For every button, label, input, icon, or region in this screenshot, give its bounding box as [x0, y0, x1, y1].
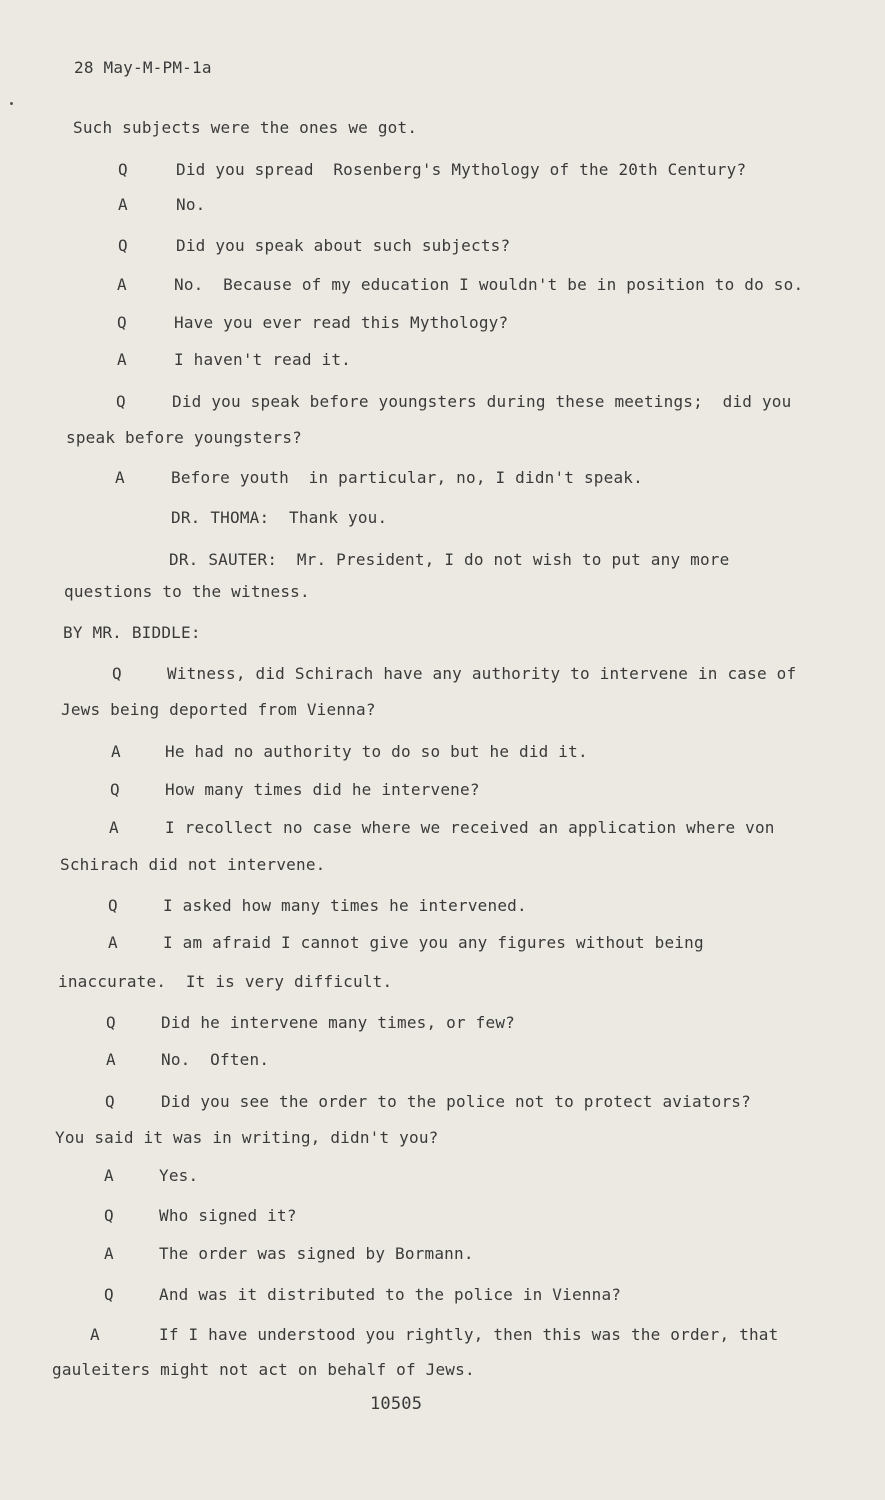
line-text: speak before youngsters?: [66, 428, 302, 447]
answer-label: A: [108, 933, 118, 952]
answer-label: A: [104, 1244, 114, 1263]
line-text: Jews being deported from Vienna?: [61, 700, 376, 719]
question-label: Q: [110, 780, 120, 799]
question-label: Q: [106, 1013, 116, 1032]
line-text: Have you ever read this Mythology?: [174, 313, 509, 332]
question-label: Q: [108, 896, 118, 915]
answer-label: A: [111, 742, 121, 761]
question-label: Q: [104, 1206, 114, 1225]
line-text: BY MR. BIDDLE:: [63, 623, 201, 642]
line-text: If I have understood you rightly, then this was the order, that: [159, 1325, 779, 1344]
line-text: No. Because of my education I wouldn't be in position to do so.: [174, 275, 804, 294]
answer-label: A: [106, 1050, 116, 1069]
question-label: Q: [105, 1092, 115, 1111]
question-label: Q: [118, 160, 128, 179]
line-text: Schirach did not intervene.: [60, 855, 326, 874]
question-label: Q: [116, 392, 126, 411]
line-text: Did you see the order to the police not to protect aviators?: [161, 1092, 751, 1111]
line-text: No.: [176, 195, 206, 214]
answer-label: A: [118, 195, 128, 214]
line-text: questions to the witness.: [64, 582, 310, 601]
line-text: The order was signed by Bormann.: [159, 1244, 474, 1263]
line-text: How many times did he intervene?: [165, 780, 480, 799]
line-text: Before youth in particular, no, I didn't speak.: [171, 468, 643, 487]
line-text: Who signed it?: [159, 1206, 297, 1225]
page-number: 10505: [370, 1394, 423, 1414]
line-text: He had no authority to do so but he did it.: [165, 742, 588, 761]
line-text: I recollect no case where we received an application where von: [165, 818, 775, 837]
line-text: No. Often.: [161, 1050, 270, 1069]
answer-label: A: [109, 818, 119, 837]
line-text: Did he intervene many times, or few?: [161, 1013, 515, 1032]
answer-label: A: [115, 468, 125, 487]
answer-label: A: [104, 1166, 114, 1185]
continuation-text: Such subjects were the ones we got.: [73, 118, 418, 137]
answer-label: A: [117, 350, 127, 369]
line-text: And was it distributed to the police in Vienna?: [159, 1285, 622, 1304]
question-label: Q: [104, 1285, 114, 1304]
answer-label: A: [90, 1325, 100, 1344]
line-text: DR. THOMA: Thank you.: [171, 508, 388, 527]
answer-label: A: [117, 275, 127, 294]
line-text: inaccurate. It is very difficult.: [58, 972, 393, 991]
line-text: Did you speak before youngsters during these meetings; did you: [172, 392, 792, 411]
line-text: Witness, did Schirach have any authority to intervene in case of: [167, 664, 797, 683]
margin-mark: [10, 102, 13, 105]
question-label: Q: [118, 236, 128, 255]
line-text: I am afraid I cannot give you any figures without being: [163, 933, 704, 952]
page-header: 28 May-M-PM-1a: [74, 58, 212, 77]
line-text: I haven't read it.: [174, 350, 351, 369]
line-text: You said it was in writing, didn't you?: [55, 1128, 439, 1147]
line-text: gauleiters might not act on behalf of Jews.: [52, 1360, 475, 1379]
question-label: Q: [117, 313, 127, 332]
line-text: Did you spread Rosenberg's Mythology of the 20th Century?: [176, 160, 747, 179]
question-label: Q: [112, 664, 122, 683]
line-text: DR. SAUTER: Mr. President, I do not wish to put any more: [169, 550, 730, 569]
line-text: I asked how many times he intervened.: [163, 896, 527, 915]
line-text: Yes.: [159, 1166, 199, 1185]
line-text: Did you speak about such subjects?: [176, 236, 511, 255]
